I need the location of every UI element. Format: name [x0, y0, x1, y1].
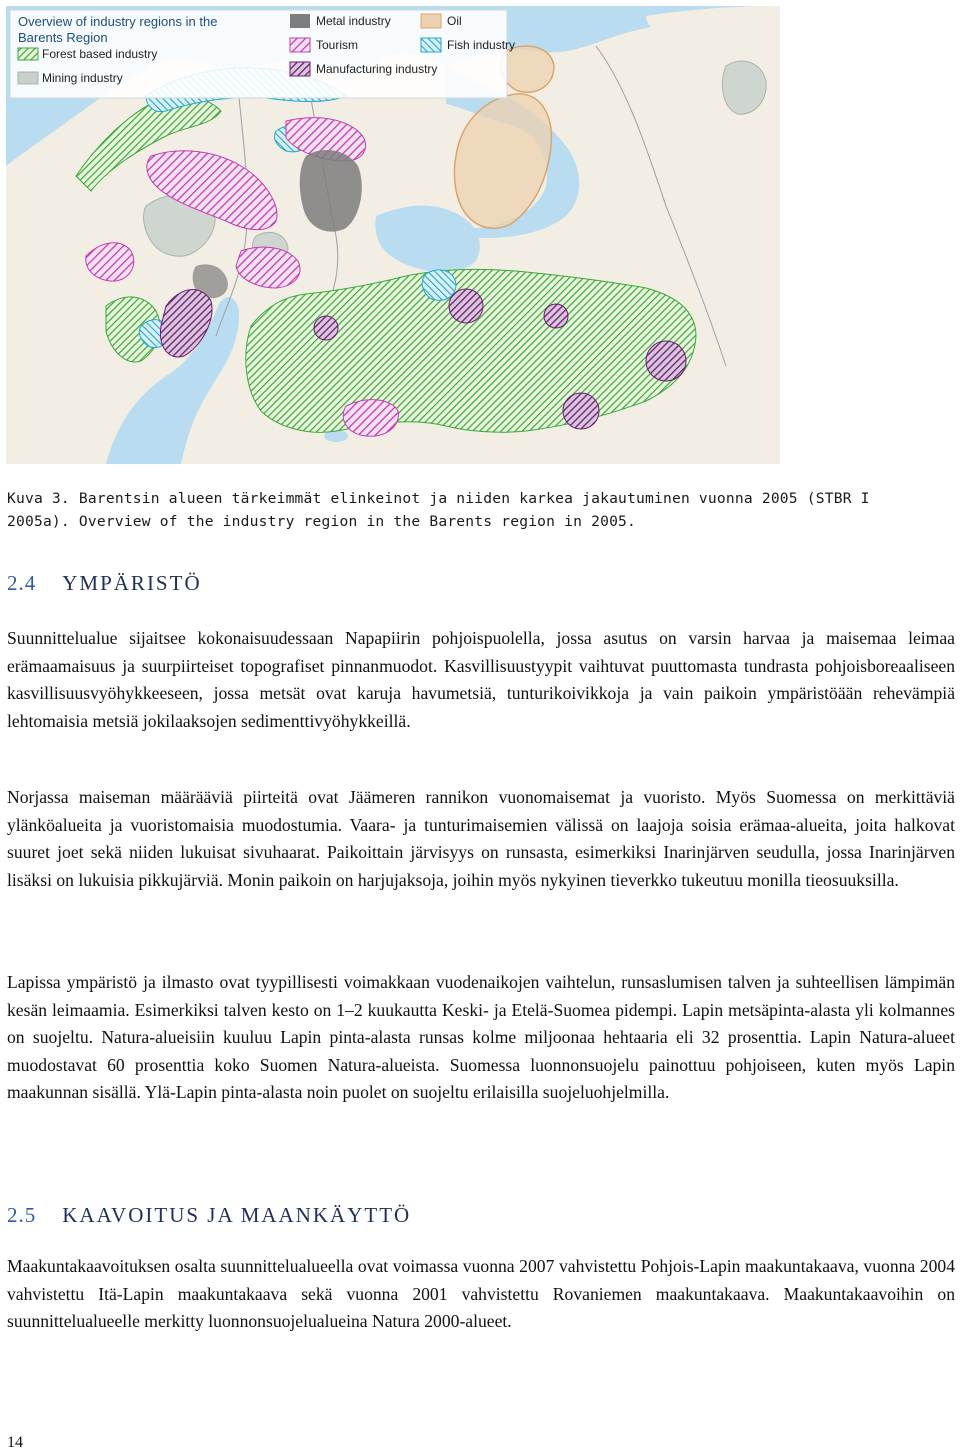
- region-manufacturing: [646, 341, 686, 381]
- legend-swatch-forest: [18, 48, 38, 60]
- paragraph: Norjassa maiseman määrääviä piirteitä ovat Jäämeren rannikon vuonomaisemat ja vuoristo. Myös Suomessa on merkittäviä ylänköalueita ja vuoristomaisia muodostumia. Vaara- ja tunturimaisemien välissä on laajoja soisia erämaa-alueita, joita halkovat suuret joet sekä niiden lukuisat sivuhaarat. Paikoittain järvisyys on runsasta, esimerkiksi Inarinjärven seudulla, jossa Inarinjärven lisäksi on lukuisia pikkujärviä. Monin paikoin on harjujaksoja, joihin myös nykyinen tieverkko tukeutuu monilla tieosuuksilla.: [7, 787, 955, 890]
- legend-swatch-metal: [290, 14, 310, 28]
- region-manufacturing: [544, 304, 568, 328]
- region-fish: [422, 270, 456, 300]
- region-metal: [300, 150, 362, 232]
- legend-label-mining: Mining industry: [42, 71, 123, 85]
- paragraph: Maakuntakaavoituksen osalta suunnittelualueella ovat voimassa vuonna 2007 vahvistettu Pohjois-Lapin maakuntakaava, vuonna 2004 vahvistettu Itä-Lapin maakuntakaava sekä vuonna 2001 vahvistettu Rovaniemen maakuntakaava. Maakuntakaavoihin on suunnittelualueelle merkitty luonnonsuojelualueina Natura 2000-alueet.: [7, 1256, 955, 1331]
- section-heading-2-5: [7, 1203, 411, 1228]
- legend-swatch-fish: [421, 38, 441, 52]
- map-legend: [10, 10, 515, 98]
- legend-swatch-manufacturing: [290, 62, 310, 76]
- paragraph: Suunnittelualue sijaitsee kokonaisuudessaan Napapiirin pohjoispuolella, jossa asutus on varsin harvaa ja maisemaa leimaa erämaamaisuus ja suurpiirteiset topografiset pinnanmuodot. Kasvillisuustyypit vaihtuvat puuttomasta tundrasta pohjoisboreaaliseen kasvillisuusvyöhykkeeseen, jossa metsät ovat karuja havumetsiä, tunturikoivikkoja ja vain paikoin ympäristöään rehevämpiä lehtomaisia metsiä jokilaaksojen sedimenttivyöhykkeillä.: [7, 628, 955, 731]
- region-manufacturing: [563, 393, 599, 429]
- legend-label-forest: Forest based industry: [42, 47, 158, 61]
- figure-caption: [7, 487, 955, 533]
- legend-label-oil: Oil: [447, 14, 462, 28]
- legend-swatch-tourism: [290, 38, 310, 52]
- paragraph: Lapissa ympäristö ja ilmasto ovat tyypillisesti voimakkaan vuodenaikojen vaihtelun, runsaslumisen talven ja suhteellisen lämpimän kesän leimaamia. Esimerkiksi talven kesto on 1–2 kuukautta Keski- ja Etelä-Suomea pidempi. Lapin metsäpinta-alasta yli kolmannes on suojeltu. Natura-alueisiin kuuluu Lapin pinta-alasta runsas kolme miljoonaa hehtaaria eli 32 prosenttia. Lapin Natura-alueet muodostavat 60 prosenttia koko Suomen Natura-alueista. Suomessa luonnonsuojelu painottuu pohjoiseen, kuten myös Lapin maakunnan sisällä. Ylä-Lapin pinta-alasta noin puolet on suojeltu erilaisilla suojeluohjelmilla.: [7, 972, 955, 1102]
- barents-industry-map: [6, 6, 780, 464]
- legend-swatch-oil: [421, 14, 441, 28]
- page-number: 14: [7, 1434, 23, 1451]
- legend-title: Barents Region: [18, 30, 108, 45]
- legend-swatch-mining: [18, 72, 38, 84]
- caption-line: Kuva 3. Barentsin alueen tärkeimmät elinkeinot ja niiden karkea jakautuminen vuonna 2005 (STBR I: [7, 490, 870, 507]
- region-oil: [501, 46, 554, 92]
- region-manufacturing: [314, 316, 338, 340]
- section-number: 2.4: [7, 571, 37, 595]
- legend-label-metal: Metal industry: [316, 14, 391, 28]
- region-tourism: [343, 400, 398, 437]
- legend-label-manufacturing: Manufacturing industry: [316, 62, 438, 76]
- legend-title: Overview of industry regions in the: [18, 14, 218, 29]
- region-manufacturing: [449, 289, 483, 323]
- section-title: YMPÄRISTÖ: [62, 571, 202, 595]
- section-number: 2.5: [7, 1203, 37, 1227]
- legend-label-tourism: Tourism: [316, 38, 359, 52]
- section-title: KAAVOITUS JA MAANKÄYTTÖ: [62, 1203, 412, 1227]
- legend-label-fish: Fish industry: [447, 38, 516, 52]
- section-heading-2-4: [7, 571, 202, 596]
- caption-line: 2005a). Overview of the industry region in the Barents region in 2005.: [7, 513, 637, 530]
